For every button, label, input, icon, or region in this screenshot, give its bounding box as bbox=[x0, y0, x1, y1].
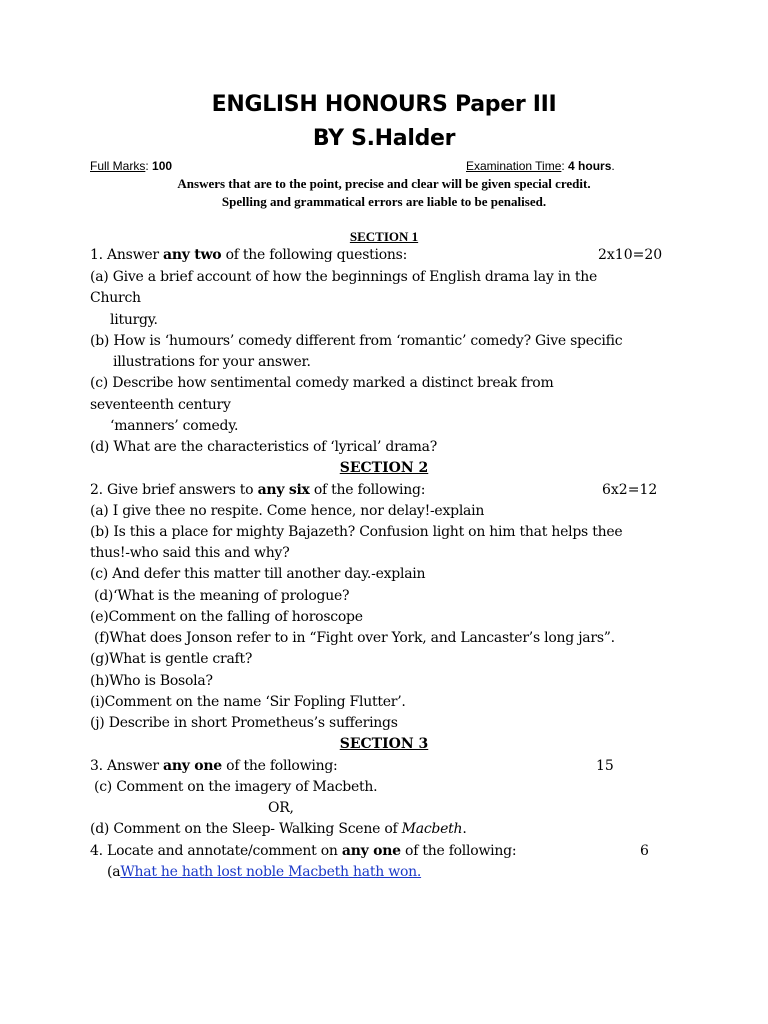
q2-f: (f)What does Jonson refer to in “Fight over York, and Lancaster’s long jars”. bbox=[94, 630, 615, 646]
question-4 bbox=[90, 843, 516, 859]
q3-c: (c) Comment on the imagery of Macbeth. bbox=[94, 779, 378, 795]
q4-a-quote-link[interactable]: What he hath lost noble Macbeth hath won. bbox=[120, 864, 422, 880]
q3-or: OR, bbox=[268, 800, 294, 816]
question-1-emphasis: any two bbox=[163, 247, 222, 263]
full-marks-label: Full Marks bbox=[90, 159, 146, 173]
question-2-prefix: 2. Give brief answers to bbox=[90, 482, 258, 498]
q1-d-line-1: (d) What are the characteristics of ‘lyrical’ drama? bbox=[90, 439, 438, 455]
question-3-marks: 15 bbox=[596, 758, 614, 774]
q3-d-text: (d) Comment on the Sleep- Walking Scene of bbox=[90, 821, 402, 837]
full-marks bbox=[90, 159, 172, 173]
question-3-suffix: of the following: bbox=[221, 758, 338, 774]
question-3-prefix: 3. Answer bbox=[90, 758, 164, 774]
exam-time-label: Examination Time bbox=[466, 159, 562, 173]
question-3 bbox=[90, 758, 338, 774]
q1-c-line-2: seventeenth century bbox=[90, 397, 231, 413]
q1-c-line-3: ‘manners’ comedy. bbox=[110, 418, 239, 434]
question-2-suffix: of the following: bbox=[309, 482, 426, 498]
question-1-suffix: of the following questions: bbox=[221, 247, 408, 263]
paper-author: BY S.Halder bbox=[312, 126, 456, 151]
q3-d bbox=[90, 821, 467, 837]
q2-e: (e)Comment on the falling of horoscope bbox=[90, 609, 363, 625]
section-3-heading: SECTION 3 bbox=[339, 736, 429, 752]
q1-c-line-1: (c) Describe how sentimental comedy marked a distinct break from bbox=[90, 375, 554, 391]
q1-b-line-1: (b) How is ‘humours’ comedy different from ‘romantic’ comedy? Give specific bbox=[90, 333, 623, 349]
q2-g: (g)What is gentle craft? bbox=[90, 651, 253, 667]
question-1-prefix: 1. Answer bbox=[90, 247, 164, 263]
q2-j: (j) Describe in short Prometheus’s sufferings bbox=[90, 715, 398, 731]
question-4-prefix: 4. Locate and annotate/comment on bbox=[90, 843, 342, 859]
paper-title: ENGLISH HONOURS Paper III bbox=[211, 92, 557, 117]
q1-b-line-2: illustrations for your answer. bbox=[113, 354, 311, 370]
q3-d-end: . bbox=[462, 821, 467, 837]
question-4-marks: 6 bbox=[640, 843, 649, 859]
exam-time-value: 4 hours bbox=[568, 159, 612, 173]
exam-time bbox=[466, 159, 615, 173]
question-3-emphasis: any one bbox=[163, 758, 222, 774]
exam-time-end: . bbox=[611, 159, 615, 173]
q2-b-line-2: thus!-who said this and why? bbox=[90, 545, 290, 561]
exam-time-sep: : bbox=[561, 159, 569, 173]
question-1-marks: 2x10=20 bbox=[598, 247, 663, 263]
q1-a-line-1: (a) Give a brief account of how the beginnings of English drama lay in the bbox=[90, 269, 598, 285]
question-4-suffix: of the following: bbox=[400, 843, 517, 859]
question-2-marks: 6x2=12 bbox=[602, 482, 658, 498]
q2-i: (i)Comment on the name ‘Sir Fopling Flutter’. bbox=[90, 694, 406, 710]
q2-d: (d)‘What is the meaning of prologue? bbox=[94, 588, 350, 604]
q2-h: (h)Who is Bosola? bbox=[90, 673, 213, 689]
question-2-emphasis: any six bbox=[257, 482, 310, 498]
question-4-emphasis: any one bbox=[341, 843, 401, 859]
q1-a-line-2: Church bbox=[90, 290, 141, 306]
q2-c: (c) And defer this matter till another day.-explain bbox=[90, 566, 426, 582]
section-2-heading: SECTION 2 bbox=[339, 460, 429, 476]
question-2 bbox=[90, 482, 425, 498]
q4-a bbox=[107, 864, 421, 880]
q3-d-play-title: Macbeth bbox=[401, 821, 463, 837]
instruction-line-2: Spelling and grammatical errors are liable to be penalised. bbox=[221, 194, 547, 209]
q2-b-line-1: (b) Is this a place for mighty Bajazeth? Confusion light on him that helps thee bbox=[90, 524, 623, 540]
section-1-heading: SECTION 1 bbox=[349, 229, 419, 244]
q4-a-prefix: (a bbox=[107, 864, 121, 880]
full-marks-sep: : bbox=[145, 159, 153, 173]
q2-a: (a) I give thee no respite. Come hence, nor delay!-explain bbox=[90, 503, 485, 519]
question-1 bbox=[90, 247, 407, 263]
instruction-line-1: Answers that are to the point, precise and clear will be given special credit. bbox=[177, 176, 591, 191]
q1-a-line-3: liturgy. bbox=[110, 312, 158, 328]
full-marks-value: 100 bbox=[152, 159, 173, 173]
